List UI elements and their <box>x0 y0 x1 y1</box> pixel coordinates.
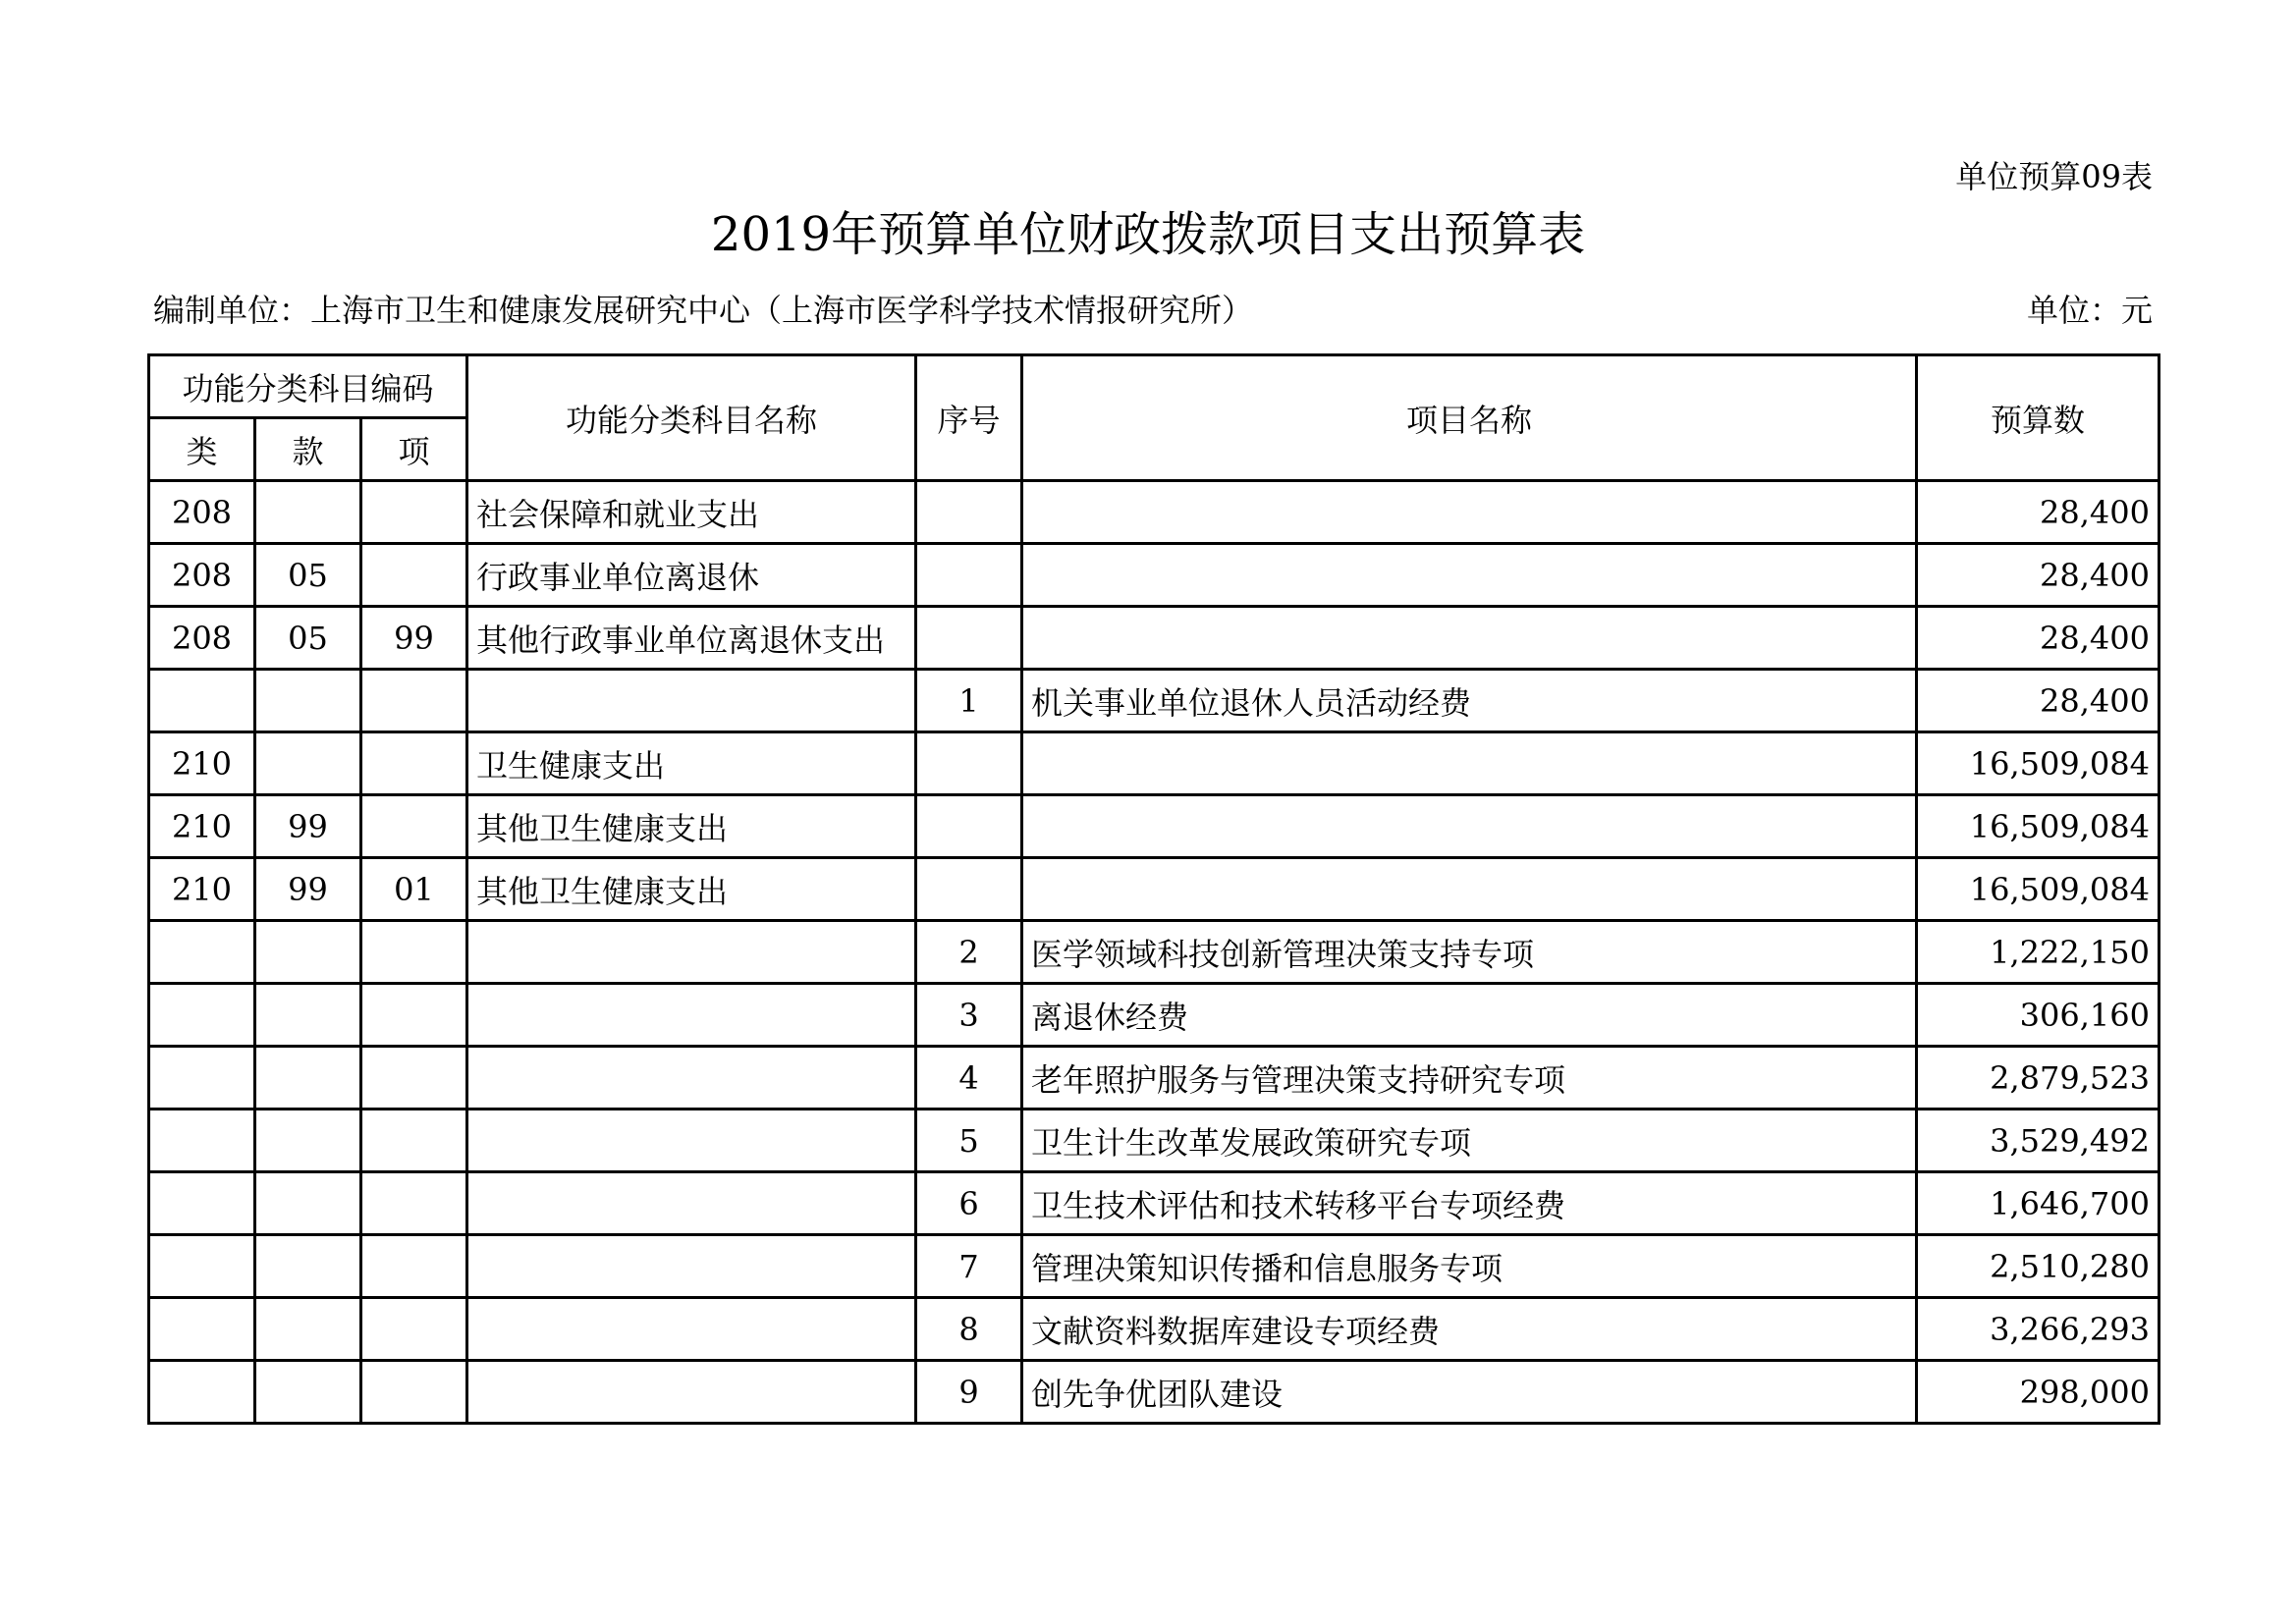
cell-kuan <box>255 1110 361 1172</box>
table-row <box>149 984 2159 1047</box>
cell-project-name: 创先争优团队建设 <box>1022 1361 1917 1424</box>
cell-lei <box>149 984 255 1047</box>
cell-amount: 2,879,523 <box>1917 1047 2159 1110</box>
cell-project-name: 机关事业单位退休人员活动经费 <box>1022 670 1917 732</box>
cell-subject-name: 社会保障和就业支出 <box>467 481 916 544</box>
currency-unit: 单位：元 <box>2026 292 2153 329</box>
table-row <box>149 607 2159 670</box>
cell-xiang <box>361 732 467 795</box>
cell-lei: 208 <box>149 607 255 670</box>
cell-amount: 28,400 <box>1917 544 2159 607</box>
cell-amount: 28,400 <box>1917 670 2159 732</box>
cell-subject-name <box>467 670 916 732</box>
cell-xiang: 99 <box>361 607 467 670</box>
cell-amount: 298,000 <box>1917 1361 2159 1424</box>
cell-kuan: 99 <box>255 858 361 921</box>
cell-seq: 9 <box>916 1361 1022 1424</box>
header-code-group: 功能分类科目编码 <box>149 355 467 418</box>
cell-kuan <box>255 732 361 795</box>
cell-amount: 1,222,150 <box>1917 921 2159 984</box>
table-row <box>149 1047 2159 1110</box>
table-body <box>149 481 2159 1424</box>
cell-xiang: 01 <box>361 858 467 921</box>
cell-subject-name: 其他卫生健康支出 <box>467 795 916 858</box>
cell-seq: 4 <box>916 1047 1022 1110</box>
header-xiang: 项 <box>361 418 467 481</box>
cell-xiang <box>361 984 467 1047</box>
cell-lei <box>149 1110 255 1172</box>
cell-amount: 28,400 <box>1917 607 2159 670</box>
header-subject-name: 功能分类科目名称 <box>467 355 916 481</box>
cell-xiang <box>361 544 467 607</box>
header-seq: 序号 <box>916 355 1022 481</box>
cell-subject-name: 卫生健康支出 <box>467 732 916 795</box>
header-lei: 类 <box>149 418 255 481</box>
cell-lei: 208 <box>149 544 255 607</box>
cell-seq: 3 <box>916 984 1022 1047</box>
cell-project-name: 管理决策知识传播和信息服务专项 <box>1022 1235 1917 1298</box>
cell-seq: 2 <box>916 921 1022 984</box>
cell-project-name: 卫生计生改革发展政策研究专项 <box>1022 1110 1917 1172</box>
cell-xiang <box>361 1047 467 1110</box>
cell-xiang <box>361 1110 467 1172</box>
cell-seq: 6 <box>916 1172 1022 1235</box>
cell-kuan <box>255 1298 361 1361</box>
cell-kuan <box>255 1047 361 1110</box>
cell-kuan <box>255 1172 361 1235</box>
cell-project-name: 文献资料数据库建设专项经费 <box>1022 1298 1917 1361</box>
cell-subject-name <box>467 1298 916 1361</box>
table-row <box>149 921 2159 984</box>
cell-seq <box>916 795 1022 858</box>
cell-kuan <box>255 984 361 1047</box>
cell-xiang <box>361 795 467 858</box>
cell-xiang <box>361 481 467 544</box>
cell-subject-name <box>467 1361 916 1424</box>
cell-amount: 28,400 <box>1917 481 2159 544</box>
table-row <box>149 795 2159 858</box>
cell-lei: 210 <box>149 858 255 921</box>
header-kuan: 款 <box>255 418 361 481</box>
table-row <box>149 1235 2159 1298</box>
cell-amount: 2,510,280 <box>1917 1235 2159 1298</box>
cell-lei <box>149 921 255 984</box>
cell-xiang <box>361 921 467 984</box>
cell-seq <box>916 607 1022 670</box>
cell-amount: 306,160 <box>1917 984 2159 1047</box>
header-amount: 预算数 <box>1917 355 2159 481</box>
cell-kuan: 05 <box>255 544 361 607</box>
header-project-name: 项目名称 <box>1022 355 1917 481</box>
cell-project-name <box>1022 858 1917 921</box>
table-row <box>149 1298 2159 1361</box>
cell-subject-name <box>467 1047 916 1110</box>
page-title: 2019年预算单位财政拨款项目支出预算表 <box>710 207 1586 262</box>
cell-amount: 16,509,084 <box>1917 858 2159 921</box>
cell-xiang <box>361 1172 467 1235</box>
cell-xiang <box>361 1361 467 1424</box>
cell-subject-name <box>467 1110 916 1172</box>
cell-lei <box>149 1361 255 1424</box>
cell-seq: 1 <box>916 670 1022 732</box>
table-number: 单位预算09表 <box>1955 158 2153 195</box>
table-row <box>149 1172 2159 1235</box>
cell-project-name: 医学领域科技创新管理决策支持专项 <box>1022 921 1917 984</box>
table-row <box>149 670 2159 732</box>
cell-subject-name: 行政事业单位离退休 <box>467 544 916 607</box>
cell-xiang <box>361 1298 467 1361</box>
cell-kuan <box>255 481 361 544</box>
cell-seq <box>916 544 1022 607</box>
cell-lei <box>149 1298 255 1361</box>
cell-project-name: 老年照护服务与管理决策支持研究专项 <box>1022 1047 1917 1110</box>
cell-subject-name <box>467 984 916 1047</box>
cell-subject-name <box>467 1235 916 1298</box>
cell-seq <box>916 481 1022 544</box>
cell-lei: 208 <box>149 481 255 544</box>
cell-xiang <box>361 670 467 732</box>
cell-amount: 16,509,084 <box>1917 795 2159 858</box>
table-row <box>149 732 2159 795</box>
compiling-unit: 编制单位：上海市卫生和健康发展研究中心（上海市医学科学技术情报研究所） <box>153 292 1254 329</box>
cell-subject-name <box>467 1172 916 1235</box>
cell-lei <box>149 1235 255 1298</box>
cell-amount: 3,266,293 <box>1917 1298 2159 1361</box>
cell-kuan: 99 <box>255 795 361 858</box>
cell-project-name <box>1022 607 1917 670</box>
cell-lei <box>149 1172 255 1235</box>
table-row <box>149 481 2159 544</box>
cell-subject-name <box>467 921 916 984</box>
cell-seq: 7 <box>916 1235 1022 1298</box>
cell-project-name <box>1022 795 1917 858</box>
budget-table <box>147 353 2160 1425</box>
cell-kuan <box>255 921 361 984</box>
table-row <box>149 1110 2159 1172</box>
table-row <box>149 1361 2159 1424</box>
cell-amount: 1,646,700 <box>1917 1172 2159 1235</box>
cell-kuan <box>255 1361 361 1424</box>
cell-kuan: 05 <box>255 607 361 670</box>
table-row <box>149 544 2159 607</box>
cell-lei <box>149 670 255 732</box>
cell-amount: 16,509,084 <box>1917 732 2159 795</box>
cell-project-name: 离退休经费 <box>1022 984 1917 1047</box>
cell-kuan <box>255 670 361 732</box>
cell-seq <box>916 858 1022 921</box>
cell-subject-name: 其他卫生健康支出 <box>467 858 916 921</box>
cell-lei: 210 <box>149 732 255 795</box>
cell-amount: 3,529,492 <box>1917 1110 2159 1172</box>
cell-project-name <box>1022 732 1917 795</box>
cell-seq <box>916 732 1022 795</box>
table-row <box>149 858 2159 921</box>
cell-xiang <box>361 1235 467 1298</box>
cell-lei: 210 <box>149 795 255 858</box>
cell-lei <box>149 1047 255 1110</box>
cell-kuan <box>255 1235 361 1298</box>
cell-project-name <box>1022 544 1917 607</box>
cell-project-name: 卫生技术评估和技术转移平台专项经费 <box>1022 1172 1917 1235</box>
cell-project-name <box>1022 481 1917 544</box>
cell-subject-name: 其他行政事业单位离退休支出 <box>467 607 916 670</box>
cell-seq: 5 <box>916 1110 1022 1172</box>
cell-seq: 8 <box>916 1298 1022 1361</box>
